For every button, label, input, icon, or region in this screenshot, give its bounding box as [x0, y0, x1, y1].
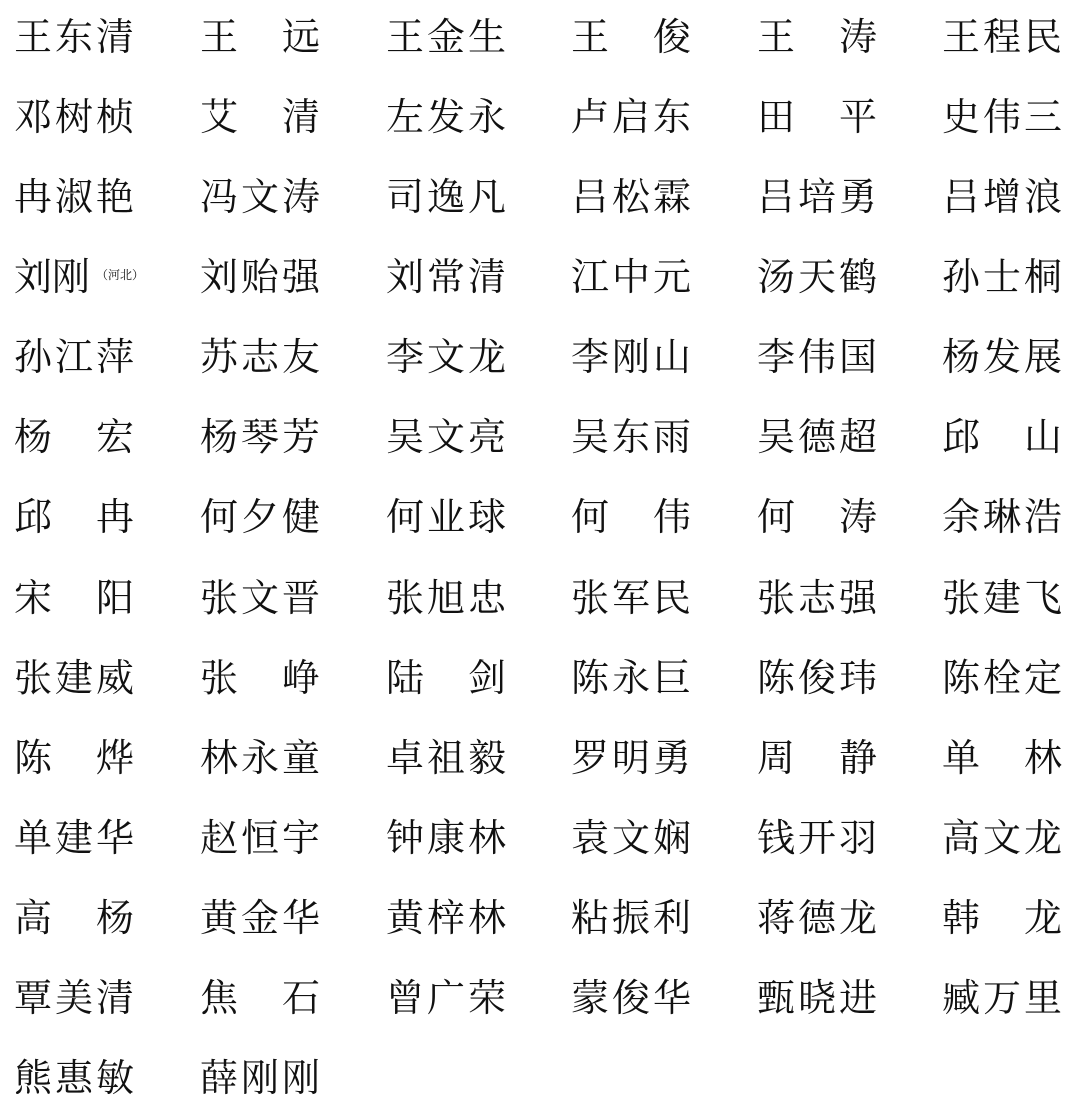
- name-entry: 王 远: [200, 15, 320, 59]
- name-entry: 吴 德 超: [757, 415, 877, 459]
- name-entry: 周 静: [757, 736, 877, 780]
- name-entry: 左 发 永: [386, 95, 506, 139]
- name-text: 刘刚: [14, 255, 91, 299]
- name-entry: 单 林: [942, 736, 1062, 780]
- name-entry: 焦 石: [200, 976, 320, 1020]
- name-row: [0, 968, 1080, 1028]
- name-entry: 蒙 俊 华: [571, 976, 691, 1020]
- name-entry: 张 建 飞: [942, 576, 1062, 620]
- name-entry: 粘 振 利: [571, 896, 691, 940]
- name-entry: 王 俊: [571, 15, 691, 59]
- name-entry: 陈 永 巨: [571, 656, 691, 700]
- name-entry: 江 中 元: [571, 255, 691, 299]
- name-entry: 林 永 童: [200, 736, 320, 780]
- name-entry: 王 金 生: [386, 15, 506, 59]
- name-entry: 卢 启 东: [571, 95, 691, 139]
- name-entry: 高 杨: [14, 896, 134, 940]
- name-entry: 邱 冉: [14, 495, 134, 539]
- name-entry: 刘 常 清: [386, 255, 506, 299]
- name-entry: 邓 树 桢: [14, 95, 134, 139]
- name-row: [0, 327, 1080, 387]
- name-row: [0, 247, 1080, 307]
- name-entry: 臧 万 里: [942, 976, 1062, 1020]
- name-entry: 袁 文 娴: [571, 816, 691, 860]
- name-entry: 吕 松 霖: [571, 175, 691, 219]
- name-entry: 司 逸 凡: [386, 175, 506, 219]
- name-entry: 何 业 球: [386, 495, 506, 539]
- name-entry: 张 志 强: [757, 576, 877, 620]
- name-entry: 吕 增 浪: [942, 175, 1062, 219]
- name-entry: 黄 金 华: [200, 896, 320, 940]
- name-entry: 甄 晓 进: [757, 976, 877, 1020]
- name-entry: 史 伟 三: [942, 95, 1062, 139]
- name-entry: 冯 文 涛: [200, 175, 320, 219]
- name-entry: 陆 剑: [386, 656, 506, 700]
- name-entry: 罗 明 勇: [571, 736, 691, 780]
- name-row: [0, 407, 1080, 467]
- name-entry: 曾 广 荣: [386, 976, 506, 1020]
- name-entry: 张 文 晋: [200, 576, 320, 620]
- name-entry: 杨 发 展: [942, 335, 1062, 379]
- name-entry: 陈 俊 玮: [757, 656, 877, 700]
- name-entry: [14, 247, 145, 307]
- name-entry: 冉 淑 艳: [14, 175, 134, 219]
- name-entry: 韩 龙: [942, 896, 1062, 940]
- name-entry: 钟 康 林: [386, 816, 506, 860]
- name-entry: 杨 宏: [14, 415, 134, 459]
- name-entry: 艾 清: [200, 95, 320, 139]
- name-entry: 杨 琴 芳: [200, 415, 320, 459]
- name-entry: 何 伟: [571, 495, 691, 539]
- name-entry: 汤 天 鹤: [757, 255, 877, 299]
- name-row: [0, 808, 1080, 868]
- name-row: [0, 1048, 1080, 1108]
- name-entry: 何 夕 健: [200, 495, 320, 539]
- name-entry: 王 涛: [757, 15, 877, 59]
- name-entry: 李 刚 山: [571, 335, 691, 379]
- name-entry: 邱 山: [942, 415, 1062, 459]
- name-entry: 宋 阳: [14, 576, 134, 620]
- name-entry: 高 文 龙: [942, 816, 1062, 860]
- name-entry: 王 程 民: [942, 15, 1062, 59]
- name-entry: 单 建 华: [14, 816, 134, 860]
- name-entry: 陈 栓 定: [942, 656, 1062, 700]
- name-row: [0, 888, 1080, 948]
- name-entry: 李 文 龙: [386, 335, 506, 379]
- name-entry: 吕 培 勇: [757, 175, 877, 219]
- name-entry: 吴 东 雨: [571, 415, 691, 459]
- name-entry: 覃 美 清: [14, 976, 134, 1020]
- name-entry: 张 军 民: [571, 576, 691, 620]
- name-entry: 孙 江 萍: [14, 335, 134, 379]
- name-entry: 刘 贻 强: [200, 255, 320, 299]
- name-entry: 蒋 德 龙: [757, 896, 877, 940]
- name-entry: 田 平: [757, 95, 877, 139]
- name-note: （河北）: [96, 268, 145, 282]
- name-entry: 熊 惠 敏: [14, 1056, 134, 1100]
- name-row: [0, 7, 1080, 67]
- name-row: [0, 728, 1080, 788]
- name-row: [0, 648, 1080, 708]
- name-entry: 李 伟 国: [757, 335, 877, 379]
- name-entry: 陈 烨: [14, 736, 134, 780]
- name-entry: 张 峥: [200, 656, 320, 700]
- name-row: [0, 87, 1080, 147]
- name-entry: 余 琳 浩: [942, 495, 1062, 539]
- name-entry: 赵 恒 宇: [200, 816, 320, 860]
- name-entry: 何 涛: [757, 495, 877, 539]
- name-entry: 薛 刚 刚: [200, 1056, 320, 1100]
- name-entry: 黄 梓 林: [386, 896, 506, 940]
- name-entry: 钱 开 羽: [757, 816, 877, 860]
- name-row: [0, 487, 1080, 547]
- name-entry: 张 建 威: [14, 656, 134, 700]
- name-entry: 苏 志 友: [200, 335, 320, 379]
- name-entry: 吴 文 亮: [386, 415, 506, 459]
- name-row: [0, 568, 1080, 628]
- name-entry: 王 东 清: [14, 15, 134, 59]
- name-entry: 孙 士 桐: [942, 255, 1062, 299]
- name-entry: 张 旭 忠: [386, 576, 506, 620]
- name-entry: 卓 祖 毅: [386, 736, 506, 780]
- name-row: [0, 167, 1080, 227]
